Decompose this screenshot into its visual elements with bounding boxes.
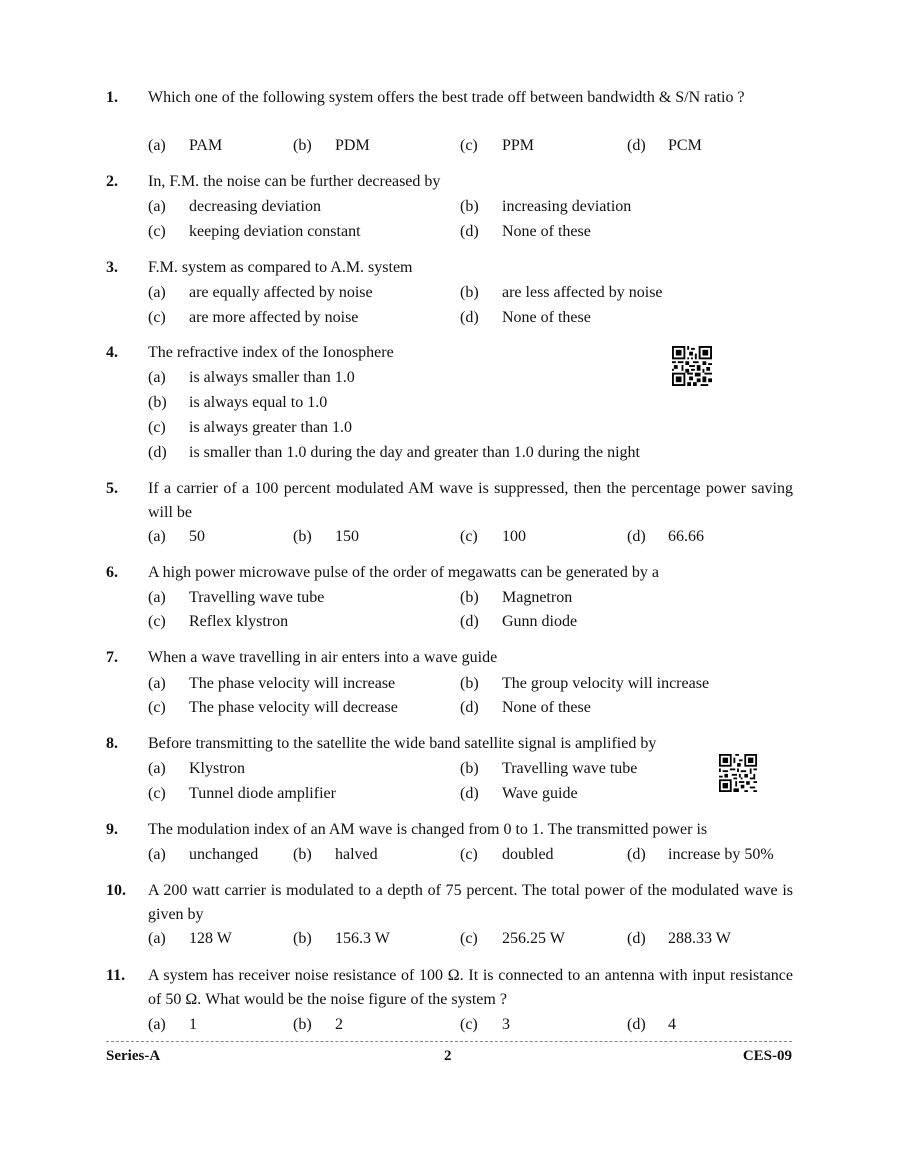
option-text: 2: [335, 1016, 343, 1033]
option-label: (b): [460, 760, 479, 777]
question-number: 9.: [106, 821, 118, 838]
question-number: 3.: [106, 259, 118, 276]
option-text: The phase velocity will increase: [189, 675, 396, 692]
question-number: 7.: [106, 649, 118, 666]
option-text: is always greater than 1.0: [189, 419, 353, 436]
option-text: keeping deviation constant: [189, 223, 361, 240]
option-label: (b): [460, 198, 479, 215]
option-label: (d): [460, 223, 479, 240]
option-label: (d): [460, 613, 479, 630]
option-label: (a): [148, 284, 166, 301]
options-row: [0, 306, 900, 330]
option-text: 288.33 W: [668, 930, 731, 947]
question-stem: F.M. system as compared to A.M. system: [148, 259, 413, 276]
option-text: 4: [668, 1016, 676, 1033]
option-text: The phase velocity will decrease: [189, 699, 398, 716]
options-row: [0, 441, 900, 465]
option-text: decreasing deviation: [189, 198, 321, 215]
option-label: (a): [148, 198, 166, 215]
question-stem: The modulation index of an AM wave is changed from 0 to 1. The transmitted power is: [148, 821, 708, 838]
option-label: (d): [627, 1016, 646, 1033]
options-row: [0, 134, 900, 158]
question-stem: Which one of the following system offers the best trade off between bandwidth & S/N ratio ?: [148, 89, 745, 106]
question-number: 4.: [106, 344, 118, 361]
option-text: Gunn diode: [502, 613, 578, 630]
option-label: (a): [148, 528, 166, 545]
option-text: Travelling wave tube: [502, 760, 638, 777]
question-stem: A high power microwave pulse of the order of megawatts can be generated by a: [148, 564, 659, 581]
options-row: [0, 586, 900, 610]
question-number: 10.: [106, 882, 126, 899]
option-label: (b): [293, 1016, 312, 1033]
option-label: (a): [148, 930, 166, 947]
option-label: (b): [293, 930, 312, 947]
question-stem: A 200 watt carrier is modulated to a depth of 75 percent. The total power of the modulated wave is given by: [148, 882, 793, 923]
page-number: 2: [444, 1048, 452, 1064]
option-text: Travelling wave tube: [189, 589, 325, 606]
option-label: (a): [148, 760, 166, 777]
option-text: increase by 50%: [668, 846, 774, 863]
option-text: None of these: [502, 699, 591, 716]
option-label: (c): [460, 1016, 478, 1033]
option-text: 3: [502, 1016, 510, 1033]
option-label: (a): [148, 137, 166, 154]
option-text: PAM: [189, 137, 223, 154]
option-label: (d): [148, 444, 167, 461]
option-label: (b): [293, 528, 312, 545]
option-text: are equally affected by noise: [189, 284, 373, 301]
option-label: (d): [627, 137, 646, 154]
option-text: 256.25 W: [502, 930, 565, 947]
option-label: (b): [293, 846, 312, 863]
option-label: (c): [460, 528, 478, 545]
options-row: [0, 782, 900, 806]
option-label: (b): [460, 589, 479, 606]
option-label: (b): [148, 394, 167, 411]
option-label: (a): [148, 1016, 166, 1033]
option-label: (b): [293, 137, 312, 154]
options-row: [0, 416, 900, 440]
option-text: is smaller than 1.0 during the day and greater than 1.0 during the night: [189, 444, 640, 461]
options-row: [0, 220, 900, 244]
options-row: [0, 391, 900, 415]
option-label: (c): [148, 309, 166, 326]
question-stem: Before transmitting to the satellite the wide band satellite signal is amplified by: [148, 735, 657, 752]
options-row: [0, 696, 900, 720]
option-text: PCM: [668, 137, 702, 154]
option-text: increasing deviation: [502, 198, 632, 215]
question-number: 5.: [106, 480, 118, 497]
option-label: (c): [148, 699, 166, 716]
option-label: (a): [148, 369, 166, 386]
question-number: 1.: [106, 89, 118, 106]
question-stem: In, F.M. the noise can be further decreased by: [148, 173, 441, 190]
option-text: 66.66: [668, 528, 704, 545]
option-label: (a): [148, 675, 166, 692]
option-label: (d): [460, 785, 479, 802]
option-text: Reflex klystron: [189, 613, 289, 630]
option-text: doubled: [502, 846, 554, 863]
option-text: Klystron: [189, 760, 245, 777]
option-text: 1: [189, 1016, 197, 1033]
option-label: (d): [460, 309, 479, 326]
option-label: (b): [460, 284, 479, 301]
footer-divider: [106, 1041, 792, 1042]
option-text: None of these: [502, 309, 591, 326]
question-stem: If a carrier of a 100 percent modulated AM wave is suppressed, then the percentage power saving will be: [148, 480, 793, 521]
option-text: unchanged: [189, 846, 259, 863]
option-label: (c): [460, 846, 478, 863]
question-stem: The refractive index of the Ionosphere: [148, 344, 394, 361]
option-text: Wave guide: [502, 785, 578, 802]
option-text: is always equal to 1.0: [189, 394, 328, 411]
options-row: [0, 525, 900, 549]
option-text: None of these: [502, 223, 591, 240]
options-row: [0, 843, 900, 867]
options-row: [0, 281, 900, 305]
options-row: [0, 672, 900, 696]
option-label: (d): [627, 528, 646, 545]
series-label: Series-A: [106, 1048, 161, 1064]
option-text: are more affected by noise: [189, 309, 359, 326]
option-text: 150: [335, 528, 359, 545]
question-stem: When a wave travelling in air enters into a wave guide: [148, 649, 498, 666]
question-number: 8.: [106, 735, 118, 752]
option-label: (a): [148, 589, 166, 606]
qr-code-icon: [672, 346, 712, 386]
option-label: (d): [627, 930, 646, 947]
paper-code: CES-09: [742, 1048, 792, 1064]
option-text: 100: [502, 528, 526, 545]
options-row: [0, 610, 900, 634]
option-text: halved: [335, 846, 378, 863]
option-text: Tunnel diode amplifier: [189, 785, 336, 802]
option-label: (c): [148, 223, 166, 240]
option-text: 128 W: [189, 930, 232, 947]
option-text: Magnetron: [502, 589, 573, 606]
question-number: 6.: [106, 564, 118, 581]
option-label: (c): [148, 613, 166, 630]
option-text: are less affected by noise: [502, 284, 663, 301]
option-label: (b): [460, 675, 479, 692]
option-label: (a): [148, 846, 166, 863]
question-number: 2.: [106, 173, 118, 190]
option-label: (c): [460, 137, 478, 154]
option-label: (d): [460, 699, 479, 716]
options-row: [0, 757, 900, 781]
option-text: 50: [189, 528, 205, 545]
options-row: [0, 195, 900, 219]
option-text: 156.3 W: [335, 930, 390, 947]
option-label: (c): [148, 785, 166, 802]
option-label: (c): [148, 419, 166, 436]
option-label: (d): [627, 846, 646, 863]
option-text: PPM: [502, 137, 535, 154]
option-label: (c): [460, 930, 478, 947]
question-stem: A system has receiver noise resistance of 100 Ω. It is connected to an antenna with input resistance of 50 Ω. What would be the noise figure of the system ?: [148, 967, 793, 1008]
question-number: 11.: [106, 967, 126, 984]
qr-code-icon: [719, 754, 757, 792]
options-row: [0, 1013, 900, 1037]
option-text: The group velocity will increase: [502, 675, 710, 692]
option-text: is always smaller than 1.0: [189, 369, 355, 386]
options-row: [0, 366, 900, 390]
option-text: PDM: [335, 137, 370, 154]
options-row: [0, 927, 900, 951]
